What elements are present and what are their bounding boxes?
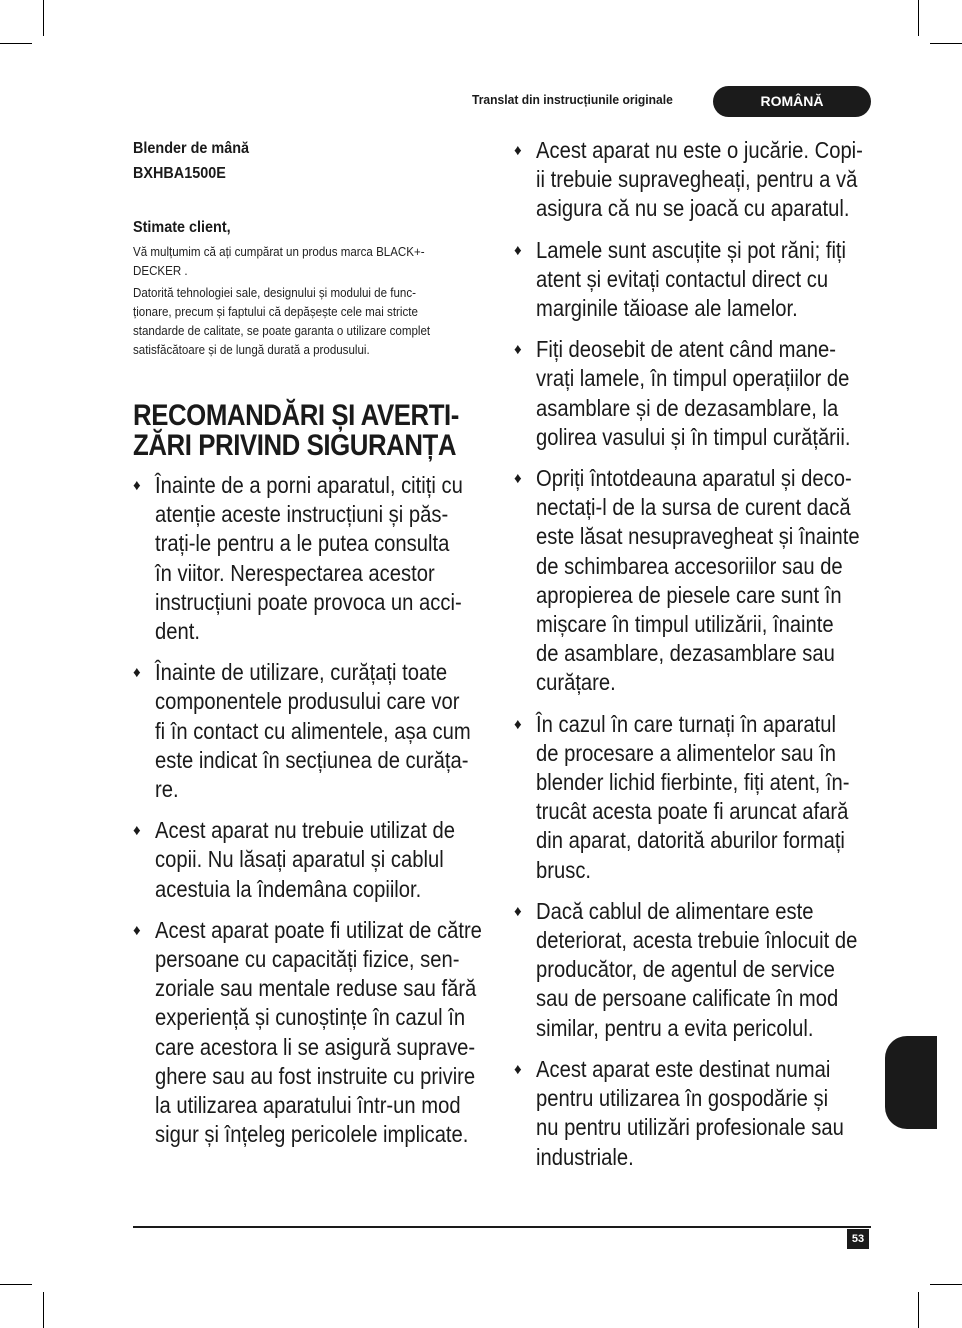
text-line: Opriți întotdeauna aparatul și deco- xyxy=(536,465,852,492)
text-line: Acest aparat nu este o jucărie. Copi- xyxy=(536,137,863,163)
text-line: este indicat în secțiunea de curăța- xyxy=(155,746,469,773)
text-line: nu pentru utilizări profesionale sau xyxy=(536,1114,844,1141)
left-column xyxy=(133,136,489,1161)
crop-mark xyxy=(930,43,962,44)
text-line: din aparat, datorită aburilor formați xyxy=(536,827,845,854)
text-line: în viitor. Nerespectarea acestor xyxy=(155,559,435,586)
text-line: asamblare și de dezasamblare, la xyxy=(536,394,839,421)
diamond-bullet-icon: ♦ xyxy=(514,1060,522,1078)
diamond-bullet-icon: ♦ xyxy=(514,341,522,359)
diamond-bullet-icon: ♦ xyxy=(133,822,141,840)
text-line: re. xyxy=(155,776,179,803)
text-line: atenție aceste instrucțiuni și păs- xyxy=(155,501,449,528)
bullet-item xyxy=(133,471,489,646)
text-line: satisfăcătoare și de lungă durată a produsului. xyxy=(133,342,370,357)
text-line: Înainte de a porni aparatul, citiți cu xyxy=(155,472,463,498)
text-line: similar, pentru a evita pericolul. xyxy=(536,1014,814,1041)
text-line: marginile tăioase ale lamelor. xyxy=(536,295,798,322)
text-line: Vă mulțumim că ați cumpărat un produs marca BLACK+- xyxy=(133,244,425,259)
language-badge: ROMÂNĂ xyxy=(713,86,871,117)
text-line: copii. Nu lăsați aparatul și cablul xyxy=(155,846,444,873)
text-line: apropierea de piesele care sunt în xyxy=(536,581,842,608)
left-bullet-list xyxy=(133,471,489,1149)
greeting: Stimate client, xyxy=(133,219,231,236)
text-line: ționare, precum și faptului că depășește cele mai stricte xyxy=(133,304,418,319)
section-heading xyxy=(133,401,489,461)
diamond-bullet-icon: ♦ xyxy=(133,921,141,939)
diamond-bullet-icon: ♦ xyxy=(133,477,141,494)
text-line: sigur și înțeleg pericolele implicate. xyxy=(155,1121,469,1148)
product-name: Blender de mână xyxy=(133,140,250,157)
text-line: Dacă cablul de alimentare este xyxy=(536,897,814,924)
heading-line: RECOMANDĂRI ȘI AVERTI- xyxy=(133,399,459,432)
text-line: vrați lamele, în timpul operațiilor de xyxy=(536,365,850,392)
text-line: dent. xyxy=(155,618,200,645)
text-line: golirea vasului și în timpul curățării. xyxy=(536,423,851,450)
diamond-bullet-icon: ♦ xyxy=(514,142,522,159)
text-line: Fiți deosebit de atent când mane- xyxy=(536,336,836,363)
text-line: Acest aparat nu trebuie utilizat de xyxy=(155,817,455,844)
text-line: trucât acesta poate fi aruncat afară xyxy=(536,798,849,825)
text-line: de asamblare, dezasamblare sau xyxy=(536,640,835,667)
text-line: experiență și cunoștințe în cazul în xyxy=(155,1004,466,1031)
text-line: ii trebuie supravegheați, pentru a vă xyxy=(536,166,858,193)
footer-rule xyxy=(133,1226,871,1228)
page-number: 53 xyxy=(847,1229,869,1249)
text-line: DECKER . xyxy=(133,263,188,278)
translation-note: Translat din instrucțiunile originale xyxy=(472,92,673,107)
text-line: instrucțiuni poate provoca un acci- xyxy=(155,588,462,615)
bullet-item xyxy=(133,658,489,804)
right-column xyxy=(514,136,870,1184)
bullet-item xyxy=(133,816,489,904)
text-line: Datorită tehnologiei sale, designului și modului de func- xyxy=(133,285,416,300)
section-thumb-tab xyxy=(885,1036,937,1129)
text-line: componentele produsului care vor xyxy=(155,688,460,715)
diamond-bullet-icon: ♦ xyxy=(514,902,522,920)
text-line: blender lichid fierbinte, fiți atent, în- xyxy=(536,769,850,796)
text-line: acestuia la îndemâna copiilor. xyxy=(155,875,422,902)
text-line: care acestora li se asigură suprave- xyxy=(155,1033,476,1060)
text-line: la utilizarea aparatului într-un mod xyxy=(155,1092,461,1119)
intro-paragraph-1 xyxy=(133,242,489,280)
heading-line: ZĂRI PRIVIND SIGURANȚA xyxy=(133,429,457,462)
text-line: industriale. xyxy=(536,1143,634,1170)
text-line: ghere sau au fost instruite cu privire xyxy=(155,1062,476,1089)
diamond-bullet-icon: ♦ xyxy=(133,664,141,682)
text-line: de schimbarea accesoriilor sau de xyxy=(536,552,843,579)
text-line: de procesare a alimentelor sau în xyxy=(536,739,836,766)
text-line: Acest aparat poate fi utilizat de către xyxy=(155,916,482,943)
text-line: În cazul în care turnați în aparatul xyxy=(536,710,836,737)
right-bullet-list xyxy=(514,136,870,1172)
text-line: curățare. xyxy=(536,669,616,696)
text-line: zoriale sau mentale reduse sau fără xyxy=(155,975,477,1002)
diamond-bullet-icon: ♦ xyxy=(514,715,522,733)
text-line: producător, de agentul de service xyxy=(536,956,835,983)
text-line: este lăsat nesupravegheat și înainte xyxy=(536,523,860,550)
bullet-item xyxy=(514,897,870,1043)
crop-mark xyxy=(43,0,44,36)
text-line: atent și evitați contactul direct cu xyxy=(536,265,829,292)
bullet-item xyxy=(133,916,489,1150)
text-line: nectați-l de la sursa de curent dacă xyxy=(536,494,851,521)
text-line: brusc. xyxy=(536,856,592,883)
bullet-item xyxy=(514,236,870,324)
bullet-item xyxy=(514,335,870,452)
text-line: standarde de calitate, se poate garanta o utilizare complet xyxy=(133,323,431,338)
crop-mark xyxy=(930,1284,962,1285)
text-line: persoane cu capacități fizice, sen- xyxy=(155,946,460,973)
bullet-item xyxy=(514,710,870,885)
product-model: BXHBA1500E xyxy=(133,165,226,182)
text-line: pentru utilizarea în gospodărie și xyxy=(536,1085,829,1112)
text-line: Înainte de utilizare, curățați toate xyxy=(155,659,448,686)
intro-paragraph-2 xyxy=(133,283,489,359)
diamond-bullet-icon: ♦ xyxy=(514,241,522,259)
crop-mark xyxy=(918,0,919,36)
crop-mark xyxy=(43,1292,44,1328)
crop-mark xyxy=(0,43,32,44)
text-line: fi în contact cu alimentele, așa cum xyxy=(155,717,471,744)
text-line: Acest aparat este destinat numai xyxy=(536,1055,831,1082)
text-line: Lamele sunt ascuțite și pot răni; fiți xyxy=(536,236,847,263)
text-line: asigura că nu se joacă cu aparatul. xyxy=(536,195,850,222)
text-line: trați-le pentru a le putea consulta xyxy=(155,530,450,557)
bullet-item xyxy=(514,1055,870,1172)
bullet-item xyxy=(514,136,870,224)
crop-mark xyxy=(0,1284,32,1285)
crop-mark xyxy=(918,1292,919,1328)
diamond-bullet-icon: ♦ xyxy=(514,470,522,488)
text-line: mișcare în timpul utilizării, înainte xyxy=(536,611,834,638)
text-line: sau de persoane calificate în mod xyxy=(536,985,839,1012)
text-line: deteriorat, acesta trebuie înlocuit de xyxy=(536,927,858,954)
bullet-item xyxy=(514,464,870,698)
